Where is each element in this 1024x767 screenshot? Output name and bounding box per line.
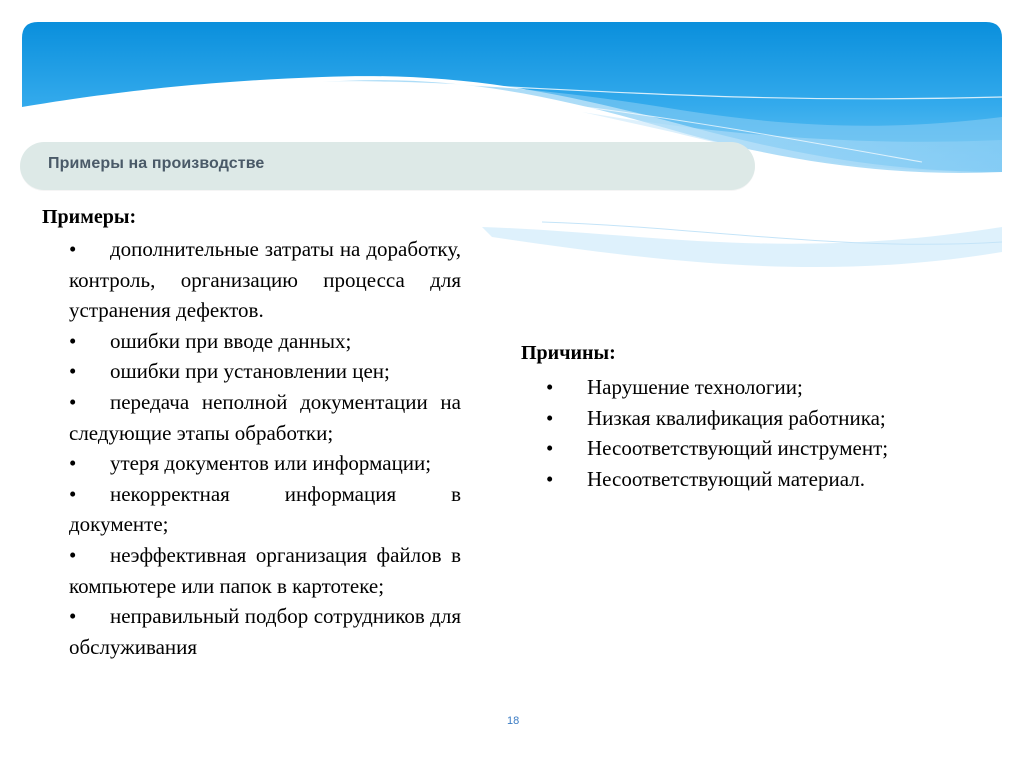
bullet-icon: • (546, 436, 554, 461)
bullet-icon: • (546, 466, 554, 491)
bullet-icon: • (546, 375, 554, 399)
list-item: • утеря документов или информации; (69, 448, 461, 479)
bullet-icon: • (69, 328, 77, 353)
bullet-icon: • (69, 604, 77, 629)
list-item: • ошибки при вводе данных; (69, 326, 461, 357)
bullet-icon: • (69, 389, 77, 414)
slide-title: Примеры на производстве (48, 155, 265, 172)
bullet-icon: • (546, 405, 554, 430)
list-item: • передача неполной документации на следующие этапы обработки; (69, 387, 461, 448)
list-item: • Низкая квалификация работника; (546, 403, 946, 434)
list-item: • ошибки при установлении цен; (69, 356, 461, 387)
bullet-icon: • (69, 481, 77, 506)
examples-list (69, 234, 461, 662)
bullet-icon: • (69, 542, 77, 567)
bullet-icon: • (69, 451, 77, 476)
list-item: • Несоответствующий инструмент; (546, 433, 946, 464)
list-item: • некорректная информация в документе; (69, 479, 461, 540)
bullet-icon: • (69, 359, 77, 384)
page-number: 18 (507, 715, 520, 727)
list-item: • Нарушение технологии; (546, 372, 946, 403)
examples-heading: Примеры: (42, 206, 137, 228)
causes-heading: Причины: (521, 342, 616, 364)
list-item: • Несоответствующий материал. (546, 464, 946, 495)
list-item: • неэффективная организация файлов в компьютере или папок в картотеке; (69, 540, 461, 601)
bullet-icon: • (69, 237, 77, 261)
causes-list (546, 372, 946, 494)
list-item: • неправильный подбор сотрудников для обслуживания (69, 601, 461, 662)
list-item: • дополнительные затраты на доработку, контроль, организацию процесса для устранения дефектов. (69, 234, 461, 326)
title-bar (20, 142, 755, 190)
